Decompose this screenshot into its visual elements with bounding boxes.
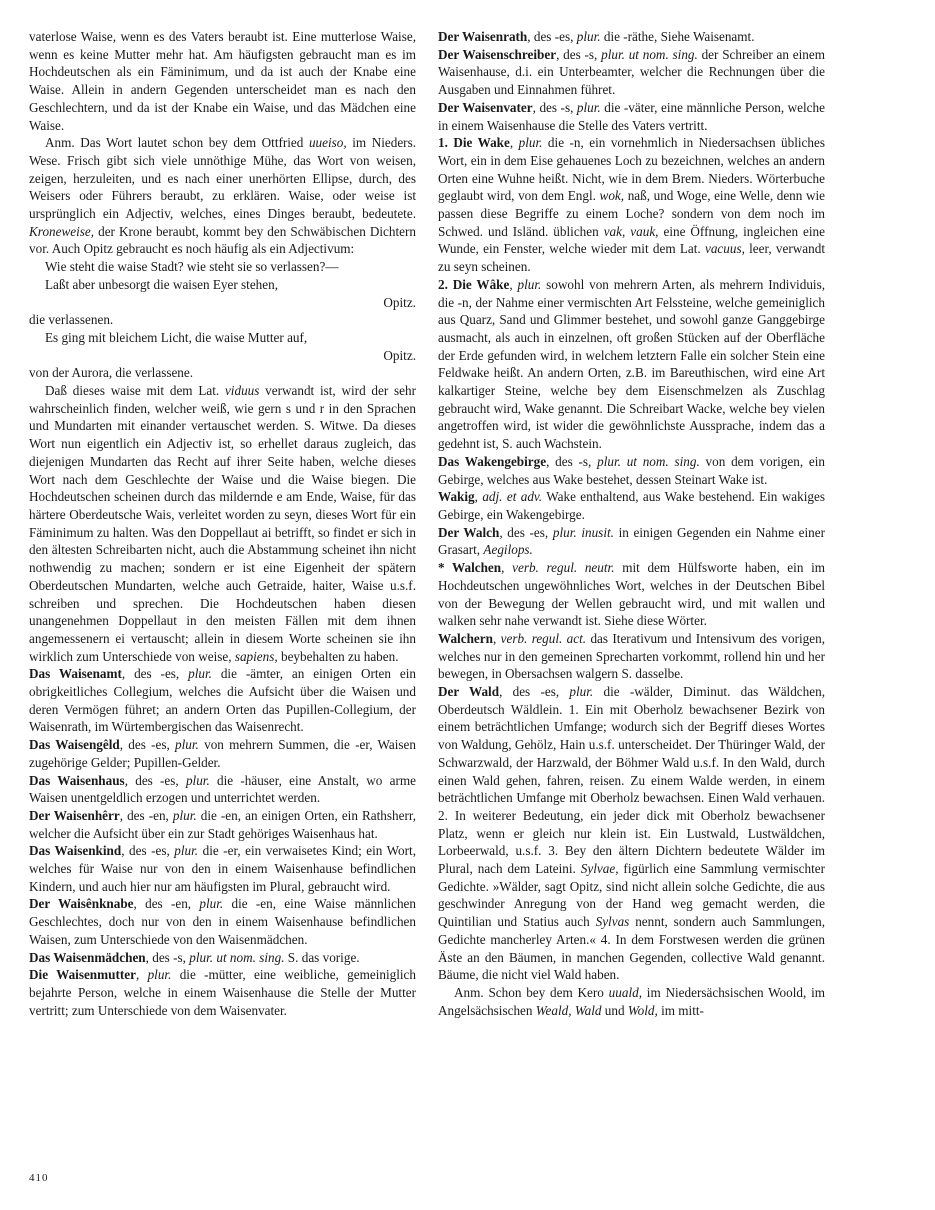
verse-quote: Wie steht die waise Stadt? wie steht sie so verlassen?— (45, 259, 339, 275)
quote-attribution: Opitz. (383, 294, 416, 310)
dictionary-entry: Der Walch, des -es, plur. inusit. in einigen Gegenden ein Nahme einer Grasart, Aegilops. (438, 524, 825, 558)
entry-headword: Das Waisengêld (29, 737, 120, 753)
verse-quote: Laßt aber unbesorgt die waisen Eyer stehen, (45, 276, 279, 292)
dictionary-entry: * Walchen, verb. regul. neutr. mit dem Hülfsworte haben, ein im Hochdeutschen ungewöhnliches Wort, welches in der Deutschen Bibel von der Bewegung der Wellen gebraucht wird, und mit wallen und walken sehr nahe verwandt ist. Siehe diese Wörter. (438, 560, 826, 629)
dictionary-entry: Der Waisênknabe, des -en, plur. die -en, eine Waise männlichen Geschlechtes, doch nur von den in einem Waisenhause befindlichen Waisen, zum Unterschiede von den Waisenmädchen. (29, 896, 417, 947)
entry-headword: Walchern (438, 630, 493, 646)
quote-gloss: die verlassenen. (29, 312, 114, 328)
dictionary-entry: Das Waisengêld, des -es, plur. von mehrern Summen, die -er, Waisen zugehörige Gelder; Pupillen-Gelder. (29, 737, 416, 770)
annotation-paragraph: Anm. Schon bey dem Kero uuald, im Niedersächsischen Woold, im Angelsächsischen Weald, Wald und Wold, im mitt- (438, 984, 825, 1018)
page-number: 410 (29, 1172, 49, 1184)
entry-headword: Der Waisenrath (438, 29, 528, 44)
entry-headword: Das Waisenhaus (29, 772, 125, 788)
dictionary-entry: Die Waisenmutter, plur. die -mütter, eine weibliche, gemeiniglich bejahrte Person, welche in einem Waisenhause die Stelle der Mutter vertritt; zum Unterschiede von dem Waisenvater. (29, 967, 417, 1018)
entry-headword: * Walchen (438, 560, 502, 576)
dictionary-entry: Das Waisenhaus, des -es, plur. die -häuser, eine Anstalt, wo arme Waisen unentgeldlich erzogen und unterrichtet werden. (29, 772, 416, 806)
entry-headword: Wakig (438, 489, 475, 505)
right-column (438, 28, 825, 1019)
dictionary-entry: Das Waisenkind, des -es, plur. die -er, ein verwaisetes Kind; ein Wort, welches für Waise nur von den in einem Waisenhause befindlichen Kindern, und auch hier nur am häufigsten im Plural, gebraucht wird. (29, 843, 416, 894)
entry-headword: Das Waisenkind (29, 843, 122, 859)
dictionary-entry: Der Waisenrath, des -es, plur. die -räthe, Siehe Waisenamt. (438, 29, 755, 44)
entry-headword: Der Waisenschreiber (438, 46, 557, 62)
dictionary-entry: Der Waisenschreiber, des -s, plur. ut nom. sing. der Schreiber an einem Waisenhause, d.i. ein Unterbeamter, welcher die Rechnungen über die Ausgaben und Einnahmen führet. (438, 46, 825, 98)
quote-gloss: von der Aurora, die verlassene. (29, 365, 194, 381)
dictionary-entry: Das Waisenamt, des -es, plur. die -ämter, an einigen Orten ein obrigkeitliches Collegium, welches die Aufsicht über die Waisen und deren Vermögen führet; an andern Orten das Pupillen-Collegium, der Waisenrath, im Würtembergischen das Waisenrecht. (29, 666, 416, 735)
quote-attribution: Opitz. (383, 347, 416, 363)
annotation-paragraph: Anm. Das Wort lautet schon bey dem Ottfried uueiso, im Nieders. Wese. Frisch gibt sich viele unnöthige Mühe, das Wort von weisen, zeigen, herzuleiten, und es nach einer unerhörten Ellipse, durch, des Weisers oder Führers beraubt, zu erklären. Waise, oder weise ist ursprünglich ein Adjectiv, welches, eines Dinges beraubt, bedeutete. Kroneweise, der Krone beraubt, kommt bey den Schwäbischen Dichtern vor. Auch Opitz gebraucht es noch häufig als ein Adjectivum: (29, 135, 417, 257)
dictionary-entry: Das Waisenmädchen, des -s, plur. ut nom. sing. S. das vorige. (29, 949, 360, 965)
entry-headword: 2. Die Wâke (438, 276, 510, 292)
entry-headword: 1. Die Wake (438, 135, 510, 151)
entry-headword: Die Waisenmutter (29, 967, 136, 983)
dictionary-entry: Der Wald, des -es, plur. die -wälder, Diminut. das Wäldchen, Oberdeutsch Wäldlein. 1. Ein mit Oberholz bewachsener Bezirk von einem beträchtlichen Umfange; wodurch sich der Begriff dieses Wortes von Waldung, Gehölz, Hain u.s.f. unterscheidet. Der Thüringer Wald, der Schwarzwald, der Harzwald, der Böhmer Wald u.s.f. In den Wald, durch einen Wald gehen, fahren, reisen. Zu einem Walde werden, in einem beträchtlichen Umfange mit Oberholz bewachsen. Einen Wald verhauen. 2. In weiterer Bedeutung, ein jeder dick mit Oberholz bewachsener Platz, wenn er gleich nur klein ist. Ein Lustwald, Lustwäldchen, Lorbeerwald, u.s.f. 3. Bey den ältern Dichtern bedeutete Wälder im Plural, nach dem Lateini. Sylvae, figürlich eine Sammlung vermischter Gedichte. »Wälder, sagt Opitz, sind nicht allein solche Gedichte, die aus geschwinder Anregung von der Hand weg gemacht werden, die Quintilian und Statius auch Sylvas nennt, sondern auch Sammlungen, Gedichte mancherley Arten.« 4. In dem Forstwesen werden die grünen Äste an den Bäumen, in manchen Gegenden, collective Wald genannt. Bäume, die nicht viel Wald haben. (438, 684, 825, 983)
entry-headword: Der Waisênknabe (29, 896, 134, 912)
dictionary-entry: Das Wakengebirge, des -s, plur. ut nom. sing. von dem vorigen, ein Gebirge, welches aus Wake bestehet, dessen Steinart Wake ist. (438, 453, 825, 487)
entry-headword: Der Wald (438, 684, 500, 700)
dictionary-entry: Walchern, verb. regul. act. das Iterativum und Intensivum des vorigen, welches nur in den gemeinen Sprecharten vorkommt, rollend hin und her bewegen, in Obersachsen walgern S. dasselbe. (438, 630, 826, 682)
dictionary-entry: Der Waisenvater, des -s, plur. die -väter, eine männliche Person, welche in einem Waisenhause die Stelle des Vaters vertritt. (438, 99, 825, 133)
etymology-paragraph: Daß dieses waise mit dem Lat. viduus verwandt ist, wird der sehr wahrscheinlich finden, welcher weiß, wie gern s und r in den Sprachen und Mundarten mit einander vertauschet werden. S. Witwe. Da dieses Wort nun eigentlich ein Adjectiv ist, so erhellet daraus zugleich, das diejenigen Mundarten das Recht auf ihrer Seite haben, welche dieses Wort nach dem Geschlechte der Waise und die Waise biegen. Die Hochdeutschen scheinen durch das mildernde e am Ende, Waise, für das härtere Oberdeutsche Wais, verleitet worden zu seyn, dieses Wort für ein Fäminimum zu halten. Was den Doppellaut ai betrifft, so findet er sich in den ältesten Schreibarten nicht, auch die Abstammung scheinet ihn nicht nothwendig zu machen; sondern er ist eine Eigenheit der spätern Oberdeutschen Mundarten, welche auch Getraide, haiter, Waise u.s.f. schreiben und sprechen. Die Hochdeutschen haben diesen unangenehmen Doppellaut in den meisten Fällen mit dem ihnen angemessenern ei vertauscht; allein in diesem Worte scheinen sie ihn wirklich zum Unterschiede von weise, sapiens, beybehalten zu haben. (29, 383, 416, 664)
verse-quote: Es ging mit bleichem Licht, die waise Mutter auf, (45, 329, 308, 345)
entry-headword: Das Waisenamt (29, 666, 122, 682)
dictionary-entry: 2. Die Wâke, plur. sowohl von mehrern Arten, als mehrern Individuis, die -n, der Nahme einer vermischten Art Felssteine, welche gemeiniglich aus Quarz, Sand und Glimmer bestehet, und sowohl ganze Ganggebirge ausmacht, als auch in einzelnen, oft großen Stücken auf der Oberfläche der Erde gefunden wird, in welchem letztern Falle ein solcher Stein eine Feldwake heißt. An andern Orten, z.B. im Bareuthischen, wird eine Art kalkartiger Steine, welche bey dem Eisenschmelzen als Zuschlag gebraucht wird, Wake genannt. Die Schreibart Wacke, welche bey vielen angetroffen wird, ist wider die gewöhnlichste Aussprache, indem das a gedehnt ist, S. auch Wachstein. (438, 276, 825, 452)
dictionary-entry: Wakig, adj. et adv. Wake enthaltend, aus Wake bestehend. Ein wakiges Gebirge, ein Wakengebirge. (438, 489, 825, 522)
paragraph-waise-continuation: vaterlose Waise, wenn es des Vaters beraubt ist. Eine mutterlose Waise, wenn es keine Mutter mehr hat. Am häufigsten gebraucht man es im Hochdeutschen als ein Fäminimum, und da ist auch der Knabe eine Waise. Allein in andern Gegenden unterscheidet man es nach den Geschlechtern, und da ist der Knabe ein Waise, und das Mädchen eine Waise. (29, 29, 416, 133)
entry-headword: Das Waisenmädchen (29, 949, 146, 965)
entry-headword: Der Waisenhêrr (29, 807, 120, 823)
left-column (29, 28, 416, 1019)
entry-headword: Der Walch (438, 524, 500, 540)
dictionary-entry: Der Waisenhêrr, des -en, plur. die -en, an einigen Orten, ein Rathsherr, welcher die Aufsicht über ein zur Stadt gehöriges Waisenhaus hat. (29, 807, 417, 841)
entry-headword: Das Wakengebirge (438, 453, 547, 469)
dictionary-entry: 1. Die Wake, plur. die -n, ein vornehmlich in Niedersachsen übliches Wort, ein in dem Eise gehauenes Loch zu bezeichnen, welches an andern Orten eine Wuhne heißt. Nicht, wie in dem Brem. Nieders. Wörterbuche geglaubt wird, von dem Engl. wok, naß, und Woge, eine Welle, denn wie passen diese Begriffe zu einem Loche? sondern von dem noch im Schwed. und Isländ. üblichen vak, vauk, eine Öffnung, ingleichen eine Wunde, ein Fenster, welche wieder mit dem Lat. vacuus, leer, verwandt zu seyn scheinen. (438, 135, 826, 275)
entry-headword: Der Waisenvater (438, 99, 533, 115)
